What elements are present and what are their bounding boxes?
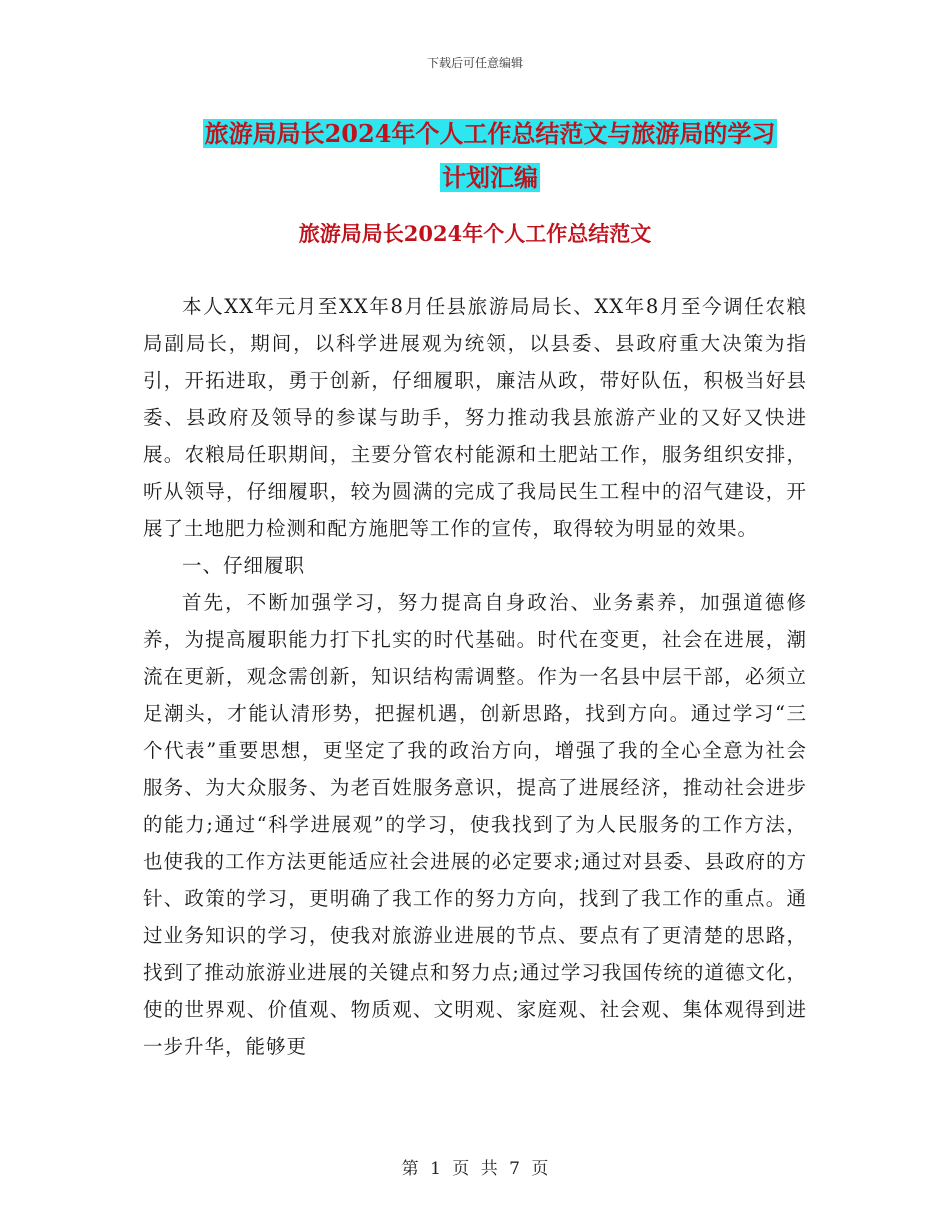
document-title [140, 112, 840, 200]
document-title-line1: 旅游局局长2024年个人工作总结范文与旅游局的学习 [204, 119, 776, 148]
paragraph-heading: 一、仔细履职 [182, 554, 306, 577]
section-title: 旅游局局长2024年个人工作总结范文 [298, 221, 652, 246]
document-title-line2: 计划汇编 [442, 163, 538, 192]
document-body [143, 288, 807, 1065]
page-header-note: 下载后可任意编辑 [426, 56, 523, 70]
paragraph: 首先，不断加强学习，努力提高自身政治、业务素养，加强道德修养，为提高履职能力打下扎实的时代基础。时代在变更，社会在进展，潮流在更新，观念需创新，知识结构需调整。作为一名县中层干部，必须立足潮头，才能认清形势，把握机遇，创新思路，找到方向。通过学习“三个代表”重要思想，更坚定了我的政治方向，增强了我的全心全意为社会服务、为大众服务、为老百姓服务意识，提高了进展经济，推动社会进步的能力;通过“科学进展观”的学习，使我找到了为人民服务的工作方法，也使我的工作方法更能适应社会进展的必定要求;通过对县委、县政府的方针、政策的学习，更明确了我工作的努力方向，找到了我工作的重点。通过业务知识的学习，使我对旅游业进展的节点、要点有了更清楚的思路，找到了推动旅游业进展的关键点和努力点;通过学习我国传统的道德文化，使的世界观、价值观、物质观、文明观、家庭观、社会观、集体观得到进一步升华，能够更 [143, 591, 807, 1058]
page-number: 第 1 页 共 7 页 [401, 1159, 549, 1179]
paragraph: 本人XX年元月至XX年8月任县旅游局局长、XX年8月至今调任农粮局副局长，期间，以科学进展观为统领，以县委、县政府重大决策为指引，开拓进取，勇于创新，仔细履职，廉洁从政，带好队伍，积极当好县委、县政府及领导的参谋与助手，努力推动我县旅游产业的又好又快进展。农粮局任职期间，主要分管农村能源和土肥站工作，服务组织安排，听从领导，仔细履职，较为圆满的完成了我局民生工程中的沼气建设，开展了土地肥力检测和配方施肥等工作的宣传，取得较为明显的效果。 [143, 295, 807, 540]
